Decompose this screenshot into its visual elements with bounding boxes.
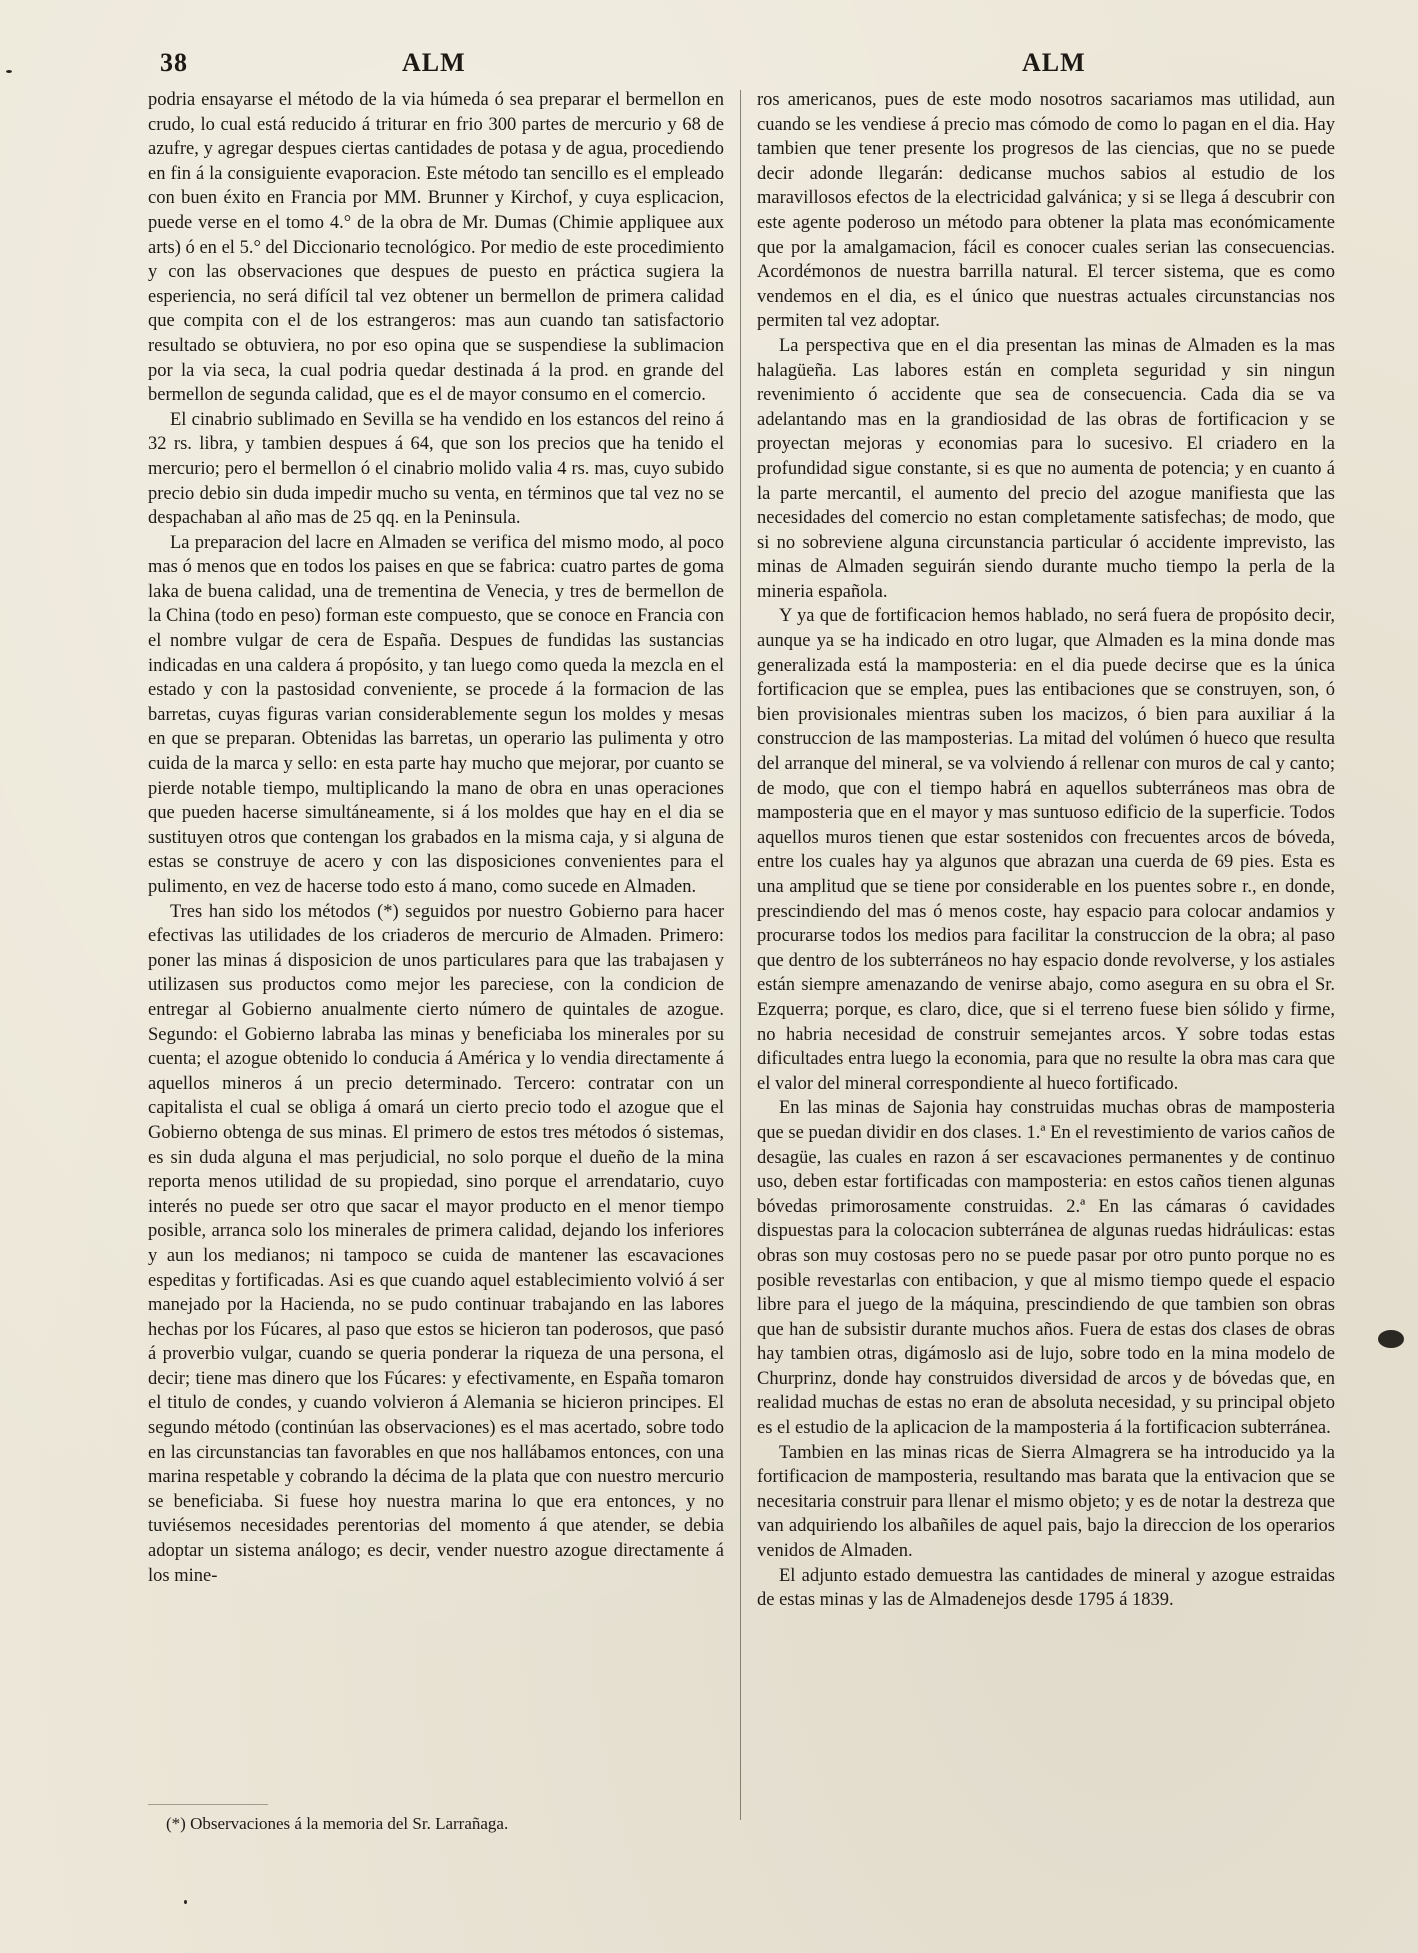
ink-speck [184,1900,187,1904]
paragraph: En las minas de Sajonia hay construidas muchas obras de mamposteria que se puedan dividir en dos clases. 1.ª En el revestimiento de varios caños de desagüe, las cuales en razon á ser escavaciones permanentes y de continuo uso, deben estar fortificadas con mamposteria: en estos caños tienen algunas bóvedas primorosamente construidas. 2.ª En las cámaras ó cavidades dispuestas para la colocacion subterránea de algunas ruedas hidráulicas: estas obras son muy costosas pero no se puede pasar por otro punto porque no es posible revestarlas con entibacion, y que al mismo tiempo quede el espacio libre para el juego de la máquina, prescindiendo de que tambien son obras que han de subsistir durante muchos años. Fuera de estas dos clases de obras hay tambien otras, digámoslo asi de lujo, sobre todo en la mina modelo de Churprinz, donde hay construidos diversidad de arcos y de bóvedas que, en realidad muchas de estas no eran de absoluta necesidad, y su principal objeto es el estudio de la aplicacion de la mamposteria á la fortificacion subterránea. [757,1098,1335,1439]
left-column [148,88,724,1788]
paragraph: Tres han sido los métodos (*) seguidos por nuestro Gobierno para hacer efectivas las utilidades de los criaderos de mercurio de Almaden. Primero: poner las minas á disposicion de unos particulares para que las trabajasen y utilizasen sus productos como mejor les pareciese, con la condicion de entregar al Gobierno anualmente cierto número de quintales de azogue. Segundo: el Gobierno labraba las minas y beneficiaba los minerales por su cuenta; el azogue obtenido lo conducia á América y lo vendia directamente á aquellos mineros á un precio determinado. Tercero: contratar con un capitalista el cual se obliga á omará un cierto precio todo el azogue que el Gobierno obtenga de sus minas. El primero de estos tres métodos ó sistemas, es sin duda alguna el mas perjudicial, no solo porque el dueño de la mina reporta menos utilidad de su propiedad, sino porque el arrendatario, cuyo interés no puede ser otro que sacar el mayor producto en el menor tiempo posible, arranca solo los minerales de primera calidad, dejando los inferiores y aun los medianos; ni tampoco se cuida de mantener las escavaciones espeditas y fortificadas. Asi es que cuando aquel establecimiento volvió á ser manejado por la Hacienda, no se pudo continuar trabajando en las labores hechas por los Fúcares, al paso que estos se hicieron tan poderosos, que pasó á proverbio vulgar, cuando se queria ponderar la riqueza de una persona, el decir; tiene mas dinero que los Fúcares: y efectivamente, en España tomaron el titulo de condes, y cuando volvieron á Alemania se hicieron principes. El segundo método (continúan las observaciones) es el mas acertado, sobre todo en las circunstancias tan favorables en que nos hallábamos entonces, con una marina respetable y cobrando la décima de la plata que con nuestro mercurio se beneficiaba. Si fuese hoy nuestra marina lo que era entonces, y no tuviésemos necesidades perentorias del momento á que atender, se debia adoptar un sistema análogo; es decir, vender nuestro azogue directamente á los mine- [148,901,724,1586]
footnote: (*) Observaciones á la memoria del Sr. Larrañaga. [166,1814,509,1833]
paragraph: ros americanos, pues de este modo nosotros sacariamos mas utilidad, aun cuando se les vendiese á precio mas cómodo de como lo pagan en el dia. Hay tambien que tener presente los progresos de las ciencias, que no se puede decir adonde llegarán: dedicanse muchos sabios al estudio de los maravillosos efectos de la electricidad galvánica; y si se llega á descubrir con este agente poderoso un método para obtener la plata mas económicamente que por la amalgamacion, fácil es conocer cuales serian las consecuencias. Acordémonos de nuestra barrilla natural. El tercer sistema, que es como vendemos en el dia, es el único que nuestras actuales circunstancias nos permiten tal vez adoptar. [757,90,1335,332]
paragraph: El cinabrio sublimado en Sevilla se ha vendido en los estancos del reino á 32 rs. libra, y tambien despues á 64, que son los precios que ha tenido el mercurio; pero el bermellon ó el cinabrio molido valia 4 rs. mas, cuyo subido precio debio sin duda impedir mucho su venta, en términos que tal vez no se despachaban al año mas de 25 qq. en la Peninsula. [148,409,724,529]
paragraph: La perspectiva que en el dia presentan las minas de Almaden es la mas halagüeña. Las labores están en completa seguridad y sin ningun revenimiento ó accidente que sea de consecuencia. Cada dia se va adelantando mas en la grandiosidad de las obras de fortificacion y se proyectan mejoras y economias para lo sucesivo. El criadero en la profundidad sigue constante, si es que no aumenta de potencia; y en cuanto á la parte mercantil, el aumento del precio del azogue manifiesta que las necesidades del comercio no estan completamente satisfechas; de modo, que si no sobreviene alguna circunstancia particular ó accidente imprevisto, las minas de Almaden seguirán siendo durante mucho tiempo la perla de la mineria española. [757,335,1335,602]
running-head-left: ALM [402,48,466,77]
paragraph: Y ya que de fortificacion hemos hablado, no será fuera de propósito decir, aunque ya se ha indicado en otro lugar, que Almaden es la mina donde mas generalizada está la mamposteria: en el dia puede decirse que es la única fortificacion que se emplea, pues las entibaciones que se construyen, son, ó bien provisionales mientras suben los macizos, ó bien para auxiliar á la construccion de las mamposterias. La mitad del volúmen ó hueco que resulta del arranque del mineral, se va volviendo á rellenar con muros de cal y canto; de modo, que con el tiempo habrá en aquellos subterráneos mas obra de mamposteria que en el mayor y mas suntuoso edificio de la superficie. Todos aquellos muros tienen que estar sostenidos con frecuentes arcos de bóveda, entre los cuales hay ya algunos que abrazan una cuerda de 69 pies. Esta es una amplitud que se tiene por considerable en los puentes sobre r., en donde, prescindiendo del mas ó menos coste, hay espacio para colocar andamios y procurarse todos los medios para facilitar la construccion de la obra; al paso que dentro de los subterráneos no hay espacio donde revolverse, y los astiales están siempre amenazando de venirse abajo, como asegura en su obra el Sr. Ezquerra; porque, es claro, dice, que si el terreno fuese bien sólido y firme, no habria necesidad de construir semejantes arcos. Y sobre todas estas dificultades entra luego la economia, para que no resulte la obra mas cara que el valor del mineral correspondiente al hueco fortificado. [757,606,1335,1094]
paragraph: La preparacion del lacre en Almaden se verifica del mismo modo, al poco mas ó menos que en todos los paises en que se fabrica: cuatro partes de goma laka de buena calidad, una de trementina de Venecia, y tres de bermellon de la China (todo en peso) forman este compuesto, que se conoce en Francia con el nombre vulgar de cera de España. Despues de fundidas las sustancias indicadas en una caldera á propósito, y tan luego como queda la mezcla en el estado y con la pastosidad conveniente, se procede á la formacion de las barretas, cuyas figuras varian considerablemente segun los moldes y mesas en que se preparan. Obtenidas las barretas, un operario las pulimenta y otro cuida de la marca y sello: en esta parte hay mucho que mejorar, por cuanto se pierde notable tiempo, multiplicando la mano de obra en unas operaciones que pueden hacerse simultáneamente, si á los moldes que hay en el dia se sustituyen otros que contengan los grabados en la misma caja, y si alguna de estas se construye de acero y con las disposiciones convenientes para el pulimento, en vez de hacerse todo esto á mano, como sucede en Almaden. [148,532,724,897]
paragraph: Tambien en las minas ricas de Sierra Almagrera se ha introducido ya la fortificacion de mamposteria, resultando mas barata que la entivacion que se necesitaria construir para llenar el mismo objeto; y es de notar la destreza que van adquiriendo los albañiles de aquel pais, bajo la direccion de los operarios venidos de Almaden. [757,1442,1335,1562]
page-number: 38 [160,48,188,77]
paragraph: El adjunto estado demuestra las cantidades de mineral y azogue estraidas de estas minas y las de Almadenejos desde 1795 á 1839. [757,1565,1335,1611]
ink-speck [1378,1330,1404,1348]
running-head-right: ALM [1022,48,1086,77]
ink-speck [6,70,12,73]
page-header [160,48,1270,80]
paragraph: podria ensayarse el método de la via húmeda ó sea preparar el bermellon en crudo, lo cual está reducido á triturar en frio 300 partes de mercurio y 68 de azufre, y agregar despues ciertas cantidades de potasa y de agua, procediendo en fin á la consiguiente evaporacion. Este método tan sencillo es el empleado con buen éxito en Francia por MM. Brunner y Kirchof, y cuya esplicacion, puede verse en el tomo 4.° de la obra de Mr. Dumas (Chimie appliquee aux arts) ó en el 5.° del Diccionario tecnológico. Por medio de este procedimiento y con las observaciones que despues de puesto en práctica sugiera la esperiencia, no será difícil tal vez obtener un bermellon de primera calidad que compita con el de los estrangeros: mas aun cuando tan satisfactorio resultado se obtuviera, no por eso opina que se suspendiese la sublimacion por la via seca, la cual podria quedar destinada á la prod. en grande del bermellon de segunda calidad, que es el de mayor consumo en el comercio. [148,90,724,406]
right-column [757,88,1335,1848]
column-divider [740,90,741,1820]
footnote-rule [148,1804,268,1805]
